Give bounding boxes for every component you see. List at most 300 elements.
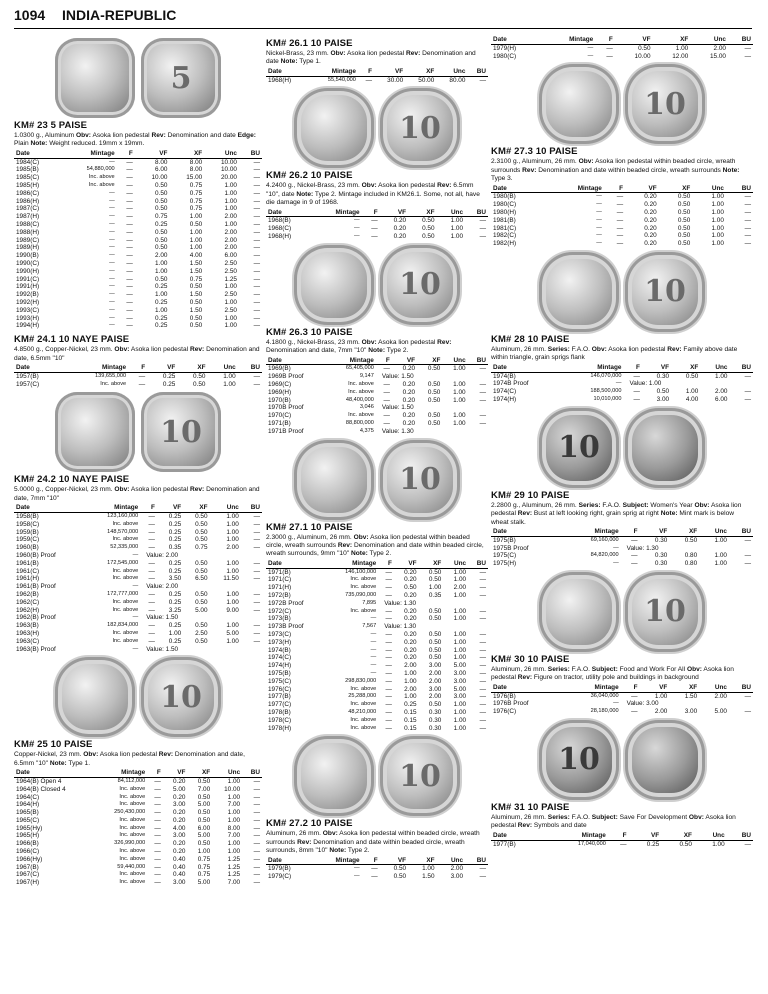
column-header: BU xyxy=(468,560,488,568)
table-cell: 1979(C) xyxy=(268,873,292,881)
table-cell: 182,834,000 xyxy=(107,622,139,629)
table-cell: — xyxy=(385,662,392,670)
table-cell: — xyxy=(253,793,260,801)
table-cell: — xyxy=(606,44,613,52)
table-cell: — xyxy=(479,615,486,623)
table-cell: 0.40 xyxy=(173,871,186,879)
table-row xyxy=(14,198,262,206)
table-cell: 5.00 xyxy=(714,708,727,716)
table-cell: — xyxy=(126,182,133,189)
table-cell: — xyxy=(620,840,627,848)
table-cell: 1.00 xyxy=(224,298,237,306)
table-cell: — xyxy=(616,232,624,240)
table-cell: 0.20 xyxy=(404,654,417,662)
table-row xyxy=(14,174,262,182)
table-cell: 0.30 xyxy=(654,560,668,568)
table-cell: 7,567 xyxy=(362,623,377,630)
coin-image-pair xyxy=(491,252,753,332)
coin-image-pair xyxy=(491,720,753,800)
table-cell: 1984(C) xyxy=(16,158,40,166)
table-cell: 0.50 xyxy=(677,216,691,224)
table-cell: 1.00 xyxy=(453,568,467,576)
table-cell: 10.00 xyxy=(151,174,168,182)
table-cell: 0.25 xyxy=(162,380,176,388)
table-cell: 1957(B) xyxy=(16,372,39,380)
table-cell: — xyxy=(126,252,133,260)
table-row xyxy=(14,276,262,284)
table-cell: 0.25 xyxy=(168,512,182,520)
table-cell: — xyxy=(253,879,260,887)
entry-heading: KM# 27.3 10 PAISE xyxy=(491,146,578,158)
table-cell: 3.00 xyxy=(428,662,442,670)
table-cell: — xyxy=(253,197,260,205)
column-header: BU xyxy=(468,357,488,365)
table-cell: — xyxy=(596,224,602,231)
column-header: Date xyxy=(14,364,64,372)
table-cell: 1.00 xyxy=(712,840,725,848)
table-cell: — xyxy=(354,225,360,232)
column-header: BU xyxy=(238,364,262,372)
table-cell: 0.50 xyxy=(393,865,407,873)
table-cell: — xyxy=(138,372,146,380)
table-cell: 1980(C) xyxy=(493,201,517,209)
entry-description: Aluminum, 26 mm. Series: F.A.O. Obv: Asoka lion pedestal Rev: Family above date within triangle, grain sprigs flank xyxy=(491,345,738,362)
table-cell: 0.30 xyxy=(656,372,670,380)
catalog-entry xyxy=(14,120,262,330)
column-header: XF xyxy=(669,528,699,536)
table-row xyxy=(491,217,753,225)
table-row xyxy=(14,229,262,237)
table-cell: — xyxy=(253,785,260,793)
table-cell: — xyxy=(253,777,260,785)
table-cell: 1992(H) xyxy=(16,298,40,306)
table-cell: 250,430,000 xyxy=(114,809,146,816)
table-cell: — xyxy=(253,528,260,536)
coin-denomination-text: 10 xyxy=(160,679,202,715)
column-header: F xyxy=(358,68,374,76)
table-row xyxy=(491,232,753,240)
table-cell: 1966(Hy) xyxy=(16,855,43,863)
table-cell: 1990(C) xyxy=(16,259,40,267)
coin-obverse-image xyxy=(539,408,619,488)
column-header: XF xyxy=(419,560,444,568)
coin-image-pair xyxy=(266,440,488,520)
table-cell: — xyxy=(354,865,360,872)
table-row xyxy=(266,217,488,225)
table-cell: 1977(B) xyxy=(493,840,516,848)
table-cell: — xyxy=(253,283,260,291)
column-header: XF xyxy=(669,684,699,692)
table-row xyxy=(14,809,262,817)
table-cell: — xyxy=(148,606,155,614)
table-cell: — xyxy=(253,298,260,306)
table-cell: Value: 1.50 xyxy=(381,404,414,412)
table-cell: — xyxy=(385,685,392,693)
table-cell: 3.25 xyxy=(168,606,182,614)
table-cell: 0.20 xyxy=(393,233,407,241)
column-header: Unc xyxy=(212,769,242,777)
table-cell: 0.15 xyxy=(404,724,417,732)
table-cell: 0.50 xyxy=(197,793,211,801)
table-cell: 0.50 xyxy=(677,209,691,216)
table-cell: — xyxy=(744,240,751,248)
table-cell: — xyxy=(479,662,486,670)
table-cell: Inc. above xyxy=(112,536,139,543)
table-cell: Inc. above xyxy=(112,598,139,605)
table-cell: — xyxy=(109,228,115,235)
table-cell: — xyxy=(109,252,115,259)
table-cell: — xyxy=(148,575,155,583)
table-cell: 0.75 xyxy=(155,213,168,221)
table-cell: — xyxy=(383,396,390,404)
table-cell: — xyxy=(253,590,260,598)
table-cell: 172,777,000 xyxy=(107,590,139,597)
table-cell: 0.35 xyxy=(168,544,182,552)
table-cell: — xyxy=(253,871,260,879)
table-cell: — xyxy=(744,840,751,848)
table-cell: 326,990,000 xyxy=(114,840,146,847)
table-cell: — xyxy=(383,412,390,420)
table-cell: 1987(H) xyxy=(16,213,40,221)
table-row xyxy=(14,614,262,622)
column-header: BU xyxy=(467,68,488,76)
catalog-entry xyxy=(491,654,753,716)
table-cell: — xyxy=(383,420,390,427)
table-cell: — xyxy=(253,598,260,606)
table-cell: 1.00 xyxy=(714,536,727,544)
table-cell: 84,820,000 xyxy=(590,552,619,559)
table-row xyxy=(266,647,488,655)
table-cell: 54,880,000 xyxy=(86,166,115,173)
table-row xyxy=(266,686,488,694)
page-number: 1094 xyxy=(14,7,46,23)
column-header: Unc xyxy=(210,504,241,512)
table-cell: — xyxy=(253,158,260,166)
table-cell: 1965(H) xyxy=(16,832,40,840)
table-cell: 3.00 xyxy=(453,693,467,701)
table-cell: 1981(B) xyxy=(493,216,516,224)
column-header: Mintage xyxy=(561,364,623,372)
table-cell: 3.00 xyxy=(428,685,442,693)
entry-description: Aluminum, 26 mm. Obv: Asoka lion pedestal within beaded circle, wreath surrounds Rev: Denomination and date within beaded circle, wreath surrounds, 8mm "10" Note: Type 2. xyxy=(266,830,480,855)
coin-image-pair xyxy=(14,392,262,472)
table-cell: — xyxy=(744,372,751,380)
table-cell: 1.00 xyxy=(675,44,689,52)
table-cell: 1974(C) xyxy=(493,388,517,396)
entry-heading: KM# 27.1 10 PAISE xyxy=(266,521,353,533)
table-row xyxy=(14,638,262,646)
table-cell: 1961(C) xyxy=(16,567,40,575)
table-cell: 1.00 xyxy=(711,193,724,201)
table-cell: Inc. above xyxy=(119,816,146,823)
table-cell: 0.20 xyxy=(404,630,417,638)
table-cell: — xyxy=(109,197,115,204)
table-cell: 1972(C) xyxy=(268,607,292,615)
table-cell: 1.00 xyxy=(453,716,467,724)
table-cell: 1988(H) xyxy=(16,228,40,236)
entry-heading: KM# 23 5 PAISE xyxy=(14,120,88,131)
mintage-table xyxy=(491,36,753,60)
table-cell: — xyxy=(744,692,751,700)
table-cell: 1975(B) xyxy=(268,669,291,677)
table-cell: 1.00 xyxy=(428,584,442,592)
table-cell: — xyxy=(616,224,624,232)
table-cell: 298,830,000 xyxy=(345,677,377,684)
table-row xyxy=(491,201,753,209)
table-cell: — xyxy=(148,637,155,645)
table-cell: 1958(C) xyxy=(16,520,40,528)
table-cell: 0.20 xyxy=(644,193,657,201)
table-cell: 1.00 xyxy=(715,372,728,380)
table-cell: 6.50 xyxy=(195,575,208,583)
table-cell: — xyxy=(744,224,751,232)
table-cell: 1971(H) xyxy=(268,584,292,592)
table-cell: 1978(C) xyxy=(268,716,292,724)
table-cell: 1964(H) xyxy=(16,801,40,809)
table-cell: — xyxy=(154,848,161,856)
table-cell: 1974(C) xyxy=(268,654,292,662)
table-cell: Value: 1.30 xyxy=(384,623,417,631)
table-cell: 2.00 xyxy=(224,244,237,252)
table-cell: 1.50 xyxy=(189,267,203,275)
table-cell: — xyxy=(631,560,638,568)
column-header: Mintage xyxy=(313,857,362,865)
table-cell: 0.40 xyxy=(173,863,186,871)
table-row xyxy=(14,856,262,864)
table-cell: 0.20 xyxy=(404,646,417,654)
column-header: XF xyxy=(408,209,436,217)
table-cell: — xyxy=(253,544,260,552)
table-cell: 1992(B) xyxy=(16,291,39,299)
table-cell: — xyxy=(744,209,751,216)
table-cell: 1.00 xyxy=(404,669,417,677)
table-row xyxy=(14,879,262,887)
table-cell: 0.25 xyxy=(155,314,168,322)
table-row xyxy=(14,575,262,583)
table-cell: — xyxy=(354,873,360,880)
table-cell: 1971B Proof xyxy=(268,427,304,435)
table-cell: 1973(H) xyxy=(268,638,292,646)
table-cell: 10.00 xyxy=(220,158,237,166)
table-cell: 1.00 xyxy=(453,654,467,662)
column-header: Unc xyxy=(699,528,729,536)
table-cell: — xyxy=(613,700,619,707)
table-cell: 3.00 xyxy=(173,832,186,840)
table-cell: 0.80 xyxy=(684,560,698,568)
table-row xyxy=(491,193,753,201)
table-cell: 1965(B) xyxy=(16,809,39,817)
table-row xyxy=(14,607,262,615)
table-cell: — xyxy=(154,777,161,785)
column-header: Date xyxy=(266,357,327,365)
table-cell: — xyxy=(371,865,378,873)
coin-obverse-image xyxy=(294,88,374,168)
table-cell: Inc. above xyxy=(112,606,139,613)
table-cell: 0.25 xyxy=(168,567,182,575)
table-cell: — xyxy=(126,314,133,322)
column-header: Mintage xyxy=(61,150,117,158)
table-cell: — xyxy=(109,259,115,266)
table-cell: 123,160,000 xyxy=(107,512,139,519)
table-row xyxy=(266,709,488,717)
table-cell: — xyxy=(132,583,139,590)
table-cell: 1958(B) xyxy=(16,512,39,520)
table-row xyxy=(14,840,262,848)
table-cell: 52,335,000 xyxy=(110,544,139,551)
table-cell: — xyxy=(253,622,260,630)
table-cell: — xyxy=(744,395,751,403)
table-cell: 0.75 xyxy=(189,205,203,213)
table-cell: — xyxy=(126,244,133,252)
table-cell: 0.25 xyxy=(155,283,168,291)
table-cell: 188,500,000 xyxy=(590,388,622,395)
coin-obverse-image xyxy=(55,38,135,118)
table-cell: — xyxy=(109,314,115,321)
table-cell: — xyxy=(154,809,161,817)
column-header: Unc xyxy=(437,209,465,217)
table-cell: — xyxy=(109,283,115,290)
table-cell: — xyxy=(385,630,392,638)
table-cell: 1.00 xyxy=(226,512,239,520)
table-cell: — xyxy=(385,568,392,576)
table-row xyxy=(14,244,262,252)
table-cell: — xyxy=(744,44,751,52)
table-cell: 1969(B) xyxy=(268,365,291,373)
mintage-table xyxy=(266,857,488,881)
table-cell: — xyxy=(109,322,115,329)
table-cell: 2.00 xyxy=(224,228,237,236)
table-cell: — xyxy=(371,233,378,241)
table-cell: — xyxy=(253,809,260,817)
coin-obverse-image xyxy=(539,720,619,800)
table-cell: 80.00 xyxy=(449,76,466,84)
entry-description: Aluminum, 26 mm. Series: F.A.O. Subject: Food and Work For All Obv: Asoka lion pedestal Rev: Figure on tractor, utility pole and buildings in background xyxy=(491,665,734,682)
table-cell: — xyxy=(253,512,260,520)
table-cell: — xyxy=(744,552,751,560)
table-cell: — xyxy=(744,193,751,201)
table-row xyxy=(266,381,488,389)
table-cell: — xyxy=(479,217,486,225)
table-cell: 0.50 xyxy=(189,298,203,306)
table-row xyxy=(14,268,262,276)
table-row xyxy=(14,221,262,229)
table-cell: — xyxy=(479,646,486,654)
table-cell: — xyxy=(479,685,486,693)
table-cell: — xyxy=(253,520,260,528)
table-cell: 0.50 xyxy=(679,840,692,848)
column-header: BU xyxy=(239,150,262,158)
table-cell: — xyxy=(126,166,133,174)
column-header: Date xyxy=(491,528,563,536)
table-cell: 1.00 xyxy=(224,220,237,228)
table-cell: 0.20 xyxy=(644,240,657,248)
column-header: Unc xyxy=(436,68,467,76)
table-row xyxy=(266,631,488,639)
table-row xyxy=(266,225,488,233)
table-cell: — xyxy=(253,567,260,575)
table-cell: 0.50 xyxy=(428,654,442,662)
table-cell: 2.00 xyxy=(428,669,442,677)
table-cell: — xyxy=(148,567,155,575)
table-cell: — xyxy=(253,166,260,174)
catalog-entry xyxy=(14,334,262,388)
table-cell: — xyxy=(479,76,486,84)
table-cell: 0.20 xyxy=(404,576,417,584)
table-cell: 0.75 xyxy=(189,197,203,205)
table-cell: 0.50 xyxy=(155,197,168,205)
table-cell: 3.50 xyxy=(168,575,182,583)
table-cell: 0.20 xyxy=(404,568,417,576)
table-row xyxy=(14,291,262,299)
table-row xyxy=(266,373,488,381)
table-cell: — xyxy=(744,560,751,568)
mintage-table xyxy=(491,185,753,248)
table-cell: — xyxy=(126,283,133,291)
table-cell: — xyxy=(370,669,377,676)
column-header: BU xyxy=(242,769,262,777)
table-cell: 1977(B) xyxy=(268,693,291,701)
table-cell: — xyxy=(354,233,360,240)
table-cell: 5.00 xyxy=(173,785,186,793)
table-cell: 1.00 xyxy=(224,283,237,291)
column-header: Mintage xyxy=(84,504,140,512)
table-cell: 1978(B) xyxy=(268,708,291,716)
table-cell: — xyxy=(126,259,133,267)
entry-heading: KM# 31 10 PAISE xyxy=(491,801,570,813)
table-cell: 0.50 xyxy=(155,189,168,197)
table-cell: 1994(H) xyxy=(16,322,40,330)
table-cell: — xyxy=(385,669,392,677)
table-row xyxy=(491,225,753,233)
table-cell: Inc. above xyxy=(119,848,146,855)
table-cell: — xyxy=(385,716,392,724)
coin-denomination-text: 10 xyxy=(644,274,686,310)
column-header: VF xyxy=(394,560,419,568)
table-cell: 0.20 xyxy=(644,201,657,209)
table-cell: — xyxy=(126,213,133,221)
table-cell: 1.00 xyxy=(450,217,464,225)
table-cell: — xyxy=(354,217,360,224)
table-cell: 2.00 xyxy=(224,236,237,244)
table-cell: 1.00 xyxy=(189,213,203,221)
table-cell: — xyxy=(109,306,115,313)
table-row xyxy=(491,560,753,568)
coin-image-pair xyxy=(266,245,488,325)
table-cell: 0.20 xyxy=(173,793,186,801)
column-header: VF xyxy=(157,504,183,512)
table-cell: 2.00 xyxy=(224,213,237,221)
coin-image-pair xyxy=(491,408,753,488)
table-cell: 3.00 xyxy=(173,879,186,887)
table-row xyxy=(14,190,262,198)
table-cell: 1979(B) xyxy=(268,865,291,873)
table-cell: 1990(H) xyxy=(16,267,40,275)
table-row xyxy=(14,205,262,213)
table-cell: 1.00 xyxy=(654,692,668,700)
table-row xyxy=(266,639,488,647)
entry-heading: KM# 26.2 10 PAISE xyxy=(266,170,353,182)
table-cell: Inc. above xyxy=(112,520,139,527)
table-row xyxy=(266,428,488,436)
entry-heading: KM# 26.3 10 PAISE xyxy=(266,326,353,338)
table-cell: — xyxy=(253,559,260,567)
table-cell: 0.25 xyxy=(155,220,168,228)
column-header: Date xyxy=(491,185,546,193)
table-row xyxy=(14,801,262,809)
table-cell: 1.50 xyxy=(189,259,203,267)
table-cell: 1974(H) xyxy=(268,662,292,670)
table-row xyxy=(266,233,488,241)
